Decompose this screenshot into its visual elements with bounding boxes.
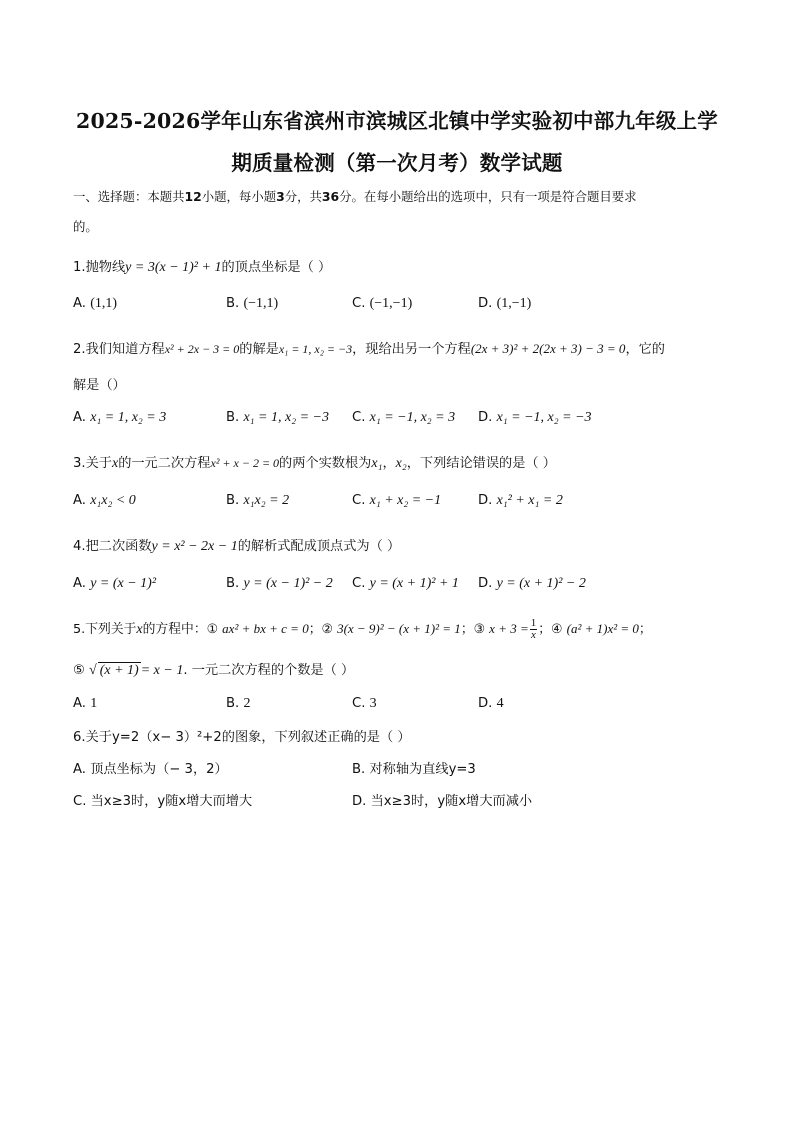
- option-label: C.: [352, 696, 366, 711]
- fraction: [530, 618, 538, 641]
- stem-text: ，它的: [625, 342, 665, 357]
- option-text: (−1,1): [243, 296, 279, 311]
- separator: ，: [382, 456, 396, 471]
- stem-text: 关于y=2（x− 3）²+2的图象，下列叙述正确的是（ ）: [85, 730, 411, 745]
- option-text: x₁² + x₁ = 2: [496, 493, 563, 508]
- option-label: A.: [73, 576, 86, 591]
- question-6-option-a: [73, 758, 228, 777]
- question-5-stem: [73, 618, 652, 641]
- option-text: y = (x + 1)² − 2: [496, 576, 586, 591]
- question-2-option-c: [352, 410, 455, 426]
- formula: x² + 2x − 3 = 0: [164, 342, 240, 356]
- question-2-option-a: [73, 410, 166, 426]
- question-4-option-b: [226, 576, 333, 592]
- question-1-option-c: [352, 296, 412, 312]
- option-label: C.: [352, 576, 366, 591]
- instr-text-4: 分。在每小题给出的选项中，只有一项是符合题目要求: [339, 189, 637, 204]
- equation: x + 3 =: [489, 621, 529, 636]
- question-6-option-c: [73, 790, 252, 809]
- item-marker: ①: [206, 622, 219, 637]
- equation: 3(x − 9)² − (x + 1)² = 1: [337, 621, 461, 636]
- question-4-stem: [73, 535, 400, 555]
- question-number: 5.: [73, 622, 86, 637]
- question-5-option-d: [478, 696, 504, 712]
- stem-text: 的两个实数根为: [279, 456, 372, 471]
- option-text: y = (x − 1)²: [90, 576, 157, 591]
- option-label: D.: [478, 576, 493, 591]
- question-1-stem: [73, 256, 331, 276]
- option-label: D.: [478, 493, 493, 508]
- option-label: D.: [352, 794, 367, 809]
- stem-text: 的一元二次方程: [118, 456, 211, 471]
- option-label: B.: [226, 696, 240, 711]
- option-text: x₁ + x₂ = −1: [369, 493, 442, 508]
- option-text: 当x≥3时，y随x增大而增大: [90, 794, 253, 809]
- question-2-stem: [73, 338, 665, 357]
- option-text: (1,1): [90, 296, 118, 311]
- question-4-option-d: [478, 576, 586, 592]
- item-marker: ③: [473, 622, 486, 637]
- stem-text: 把二次函数: [85, 539, 152, 554]
- section-instructions-line-2: 的。: [73, 219, 98, 234]
- option-label: A.: [73, 410, 86, 425]
- option-text: (−1,−1): [369, 296, 413, 311]
- fraction-denominator: x: [531, 629, 536, 641]
- option-text: 4: [496, 696, 504, 711]
- separator: ；: [538, 622, 552, 637]
- stem-text: 下列关于: [85, 622, 137, 637]
- question-5-stem-line-2: [73, 659, 354, 679]
- formula: x² + x − 2 = 0: [210, 456, 280, 470]
- option-label: A.: [73, 296, 86, 311]
- question-1-option-d: [478, 296, 531, 312]
- option-label: A.: [73, 493, 86, 508]
- option-label: C.: [352, 410, 366, 425]
- stem-text: 关于: [85, 456, 112, 471]
- question-2-stem-line-2: 解是（）: [73, 378, 126, 393]
- instr-text-2: 小题，每小题: [201, 189, 277, 204]
- stem-text: ，下列结论错误的是（ ）: [406, 456, 556, 471]
- option-text: 2: [243, 696, 251, 711]
- instr-text-3: 分，共: [284, 189, 322, 204]
- fraction-numerator: 1: [530, 617, 537, 629]
- stem-text: 的方程中：: [142, 622, 207, 637]
- question-count: 12: [184, 189, 202, 204]
- question-1-option-b: [226, 296, 278, 312]
- points-total: 36: [321, 189, 340, 204]
- question-3-option-a: [73, 493, 136, 509]
- option-label: C.: [352, 493, 366, 508]
- item-marker: ⑤: [73, 663, 85, 678]
- variable: x: [111, 456, 119, 471]
- question-number: 2.: [73, 342, 86, 357]
- option-label: A.: [73, 696, 86, 711]
- exam-title-line-1: 2025-2026学年山东省滨州市滨城区北镇中学实验初中部九年级上学: [76, 109, 718, 133]
- stem-text: 的解是: [239, 342, 279, 357]
- option-text: x₁ = 1, x₂ = 3: [90, 410, 167, 425]
- option-text: 对称轴为直线y=3: [369, 762, 476, 777]
- question-number: 6.: [73, 730, 86, 745]
- separator: ；: [638, 622, 652, 637]
- question-1-option-a: [73, 296, 117, 312]
- question-6-option-b: [352, 758, 476, 777]
- option-label: D.: [478, 410, 493, 425]
- variable: x: [136, 622, 143, 637]
- option-label: C.: [73, 794, 87, 809]
- option-label: D.: [478, 696, 493, 711]
- option-text: x₁ = 1, x₂ = −3: [243, 410, 329, 425]
- question-number: 3.: [73, 456, 86, 471]
- stem-text: 我们知道方程: [85, 342, 165, 357]
- formula: x₁ = 1, x₂ = −3: [278, 342, 353, 356]
- section-instructions: [73, 187, 637, 205]
- option-label: B.: [226, 576, 240, 591]
- question-3-option-b: [226, 493, 289, 509]
- question-3-option-d: [478, 493, 563, 509]
- option-text: 3: [369, 696, 377, 711]
- question-number: 4.: [73, 539, 86, 554]
- option-label: B.: [226, 493, 240, 508]
- option-text: x₁ = −1, x₂ = 3: [369, 410, 456, 425]
- question-6-option-d: [352, 790, 532, 809]
- radical-sign: √: [89, 663, 97, 678]
- option-text: x₁x₂ = 2: [243, 493, 290, 508]
- stem-text: . 一元二次方程的个数是（ ）: [183, 663, 355, 678]
- equation: = x − 1: [140, 663, 184, 678]
- formula: y = x² − 2x − 1: [151, 539, 238, 554]
- question-3-stem: [73, 452, 556, 472]
- question-4-option-c: [352, 576, 459, 592]
- option-text: x₁x₂ < 0: [90, 493, 136, 508]
- option-text: y = (x + 1)² + 1: [369, 576, 459, 591]
- question-5-option-c: [352, 696, 377, 712]
- option-text: x₁ = −1, x₂ = −3: [496, 410, 592, 425]
- option-text: 当x≥3时，y随x增大而减小: [370, 794, 533, 809]
- question-number: 1.: [73, 260, 86, 275]
- question-5-option-a: [73, 696, 97, 712]
- question-2-option-d: [478, 410, 592, 426]
- stem-text: 的顶点坐标是（ ）: [221, 260, 332, 275]
- points-each: 3: [276, 189, 285, 204]
- option-label: B.: [352, 762, 366, 777]
- option-text: 顶点坐标为（− 3，2）: [90, 762, 228, 777]
- stem-text: 的解析式配成顶点式为（ ）: [237, 539, 401, 554]
- separator: ；: [308, 622, 322, 637]
- equation: ax² + bx + c = 0: [222, 621, 309, 636]
- option-text: y = (x − 1)² − 2: [243, 576, 333, 591]
- item-marker: ②: [321, 622, 333, 637]
- item-marker: ④: [551, 622, 563, 637]
- exam-title-line-2: 期质量检测（第一次月考）数学试题: [231, 151, 563, 175]
- equation: (a² + 1)x² = 0: [566, 621, 639, 636]
- formula: (2x + 3)² + 2(2x + 3) − 3 = 0: [470, 341, 626, 356]
- question-4-option-a: [73, 576, 156, 592]
- instr-text-1: 一、选择题：本题共: [73, 189, 185, 204]
- option-label: A.: [73, 762, 86, 777]
- stem-text: 抛物线: [85, 260, 126, 275]
- question-5-option-b: [226, 696, 250, 712]
- root-symbol: x₁: [371, 456, 383, 471]
- root-symbol: x₂: [395, 456, 407, 471]
- option-label: C.: [352, 296, 366, 311]
- option-label: B.: [226, 410, 240, 425]
- question-2-option-b: [226, 410, 329, 426]
- question-6-stem: [73, 726, 411, 745]
- stem-text: ，现给出另一个方程: [352, 342, 471, 357]
- option-text: (1,−1): [496, 296, 532, 311]
- option-label: B.: [226, 296, 240, 311]
- option-label: D.: [478, 296, 493, 311]
- formula: y = 3(x − 1)² + 1: [125, 260, 222, 275]
- radicand: (x + 1): [99, 663, 139, 678]
- separator: ；: [460, 622, 474, 637]
- question-3-option-c: [352, 493, 441, 509]
- option-text: 1: [90, 696, 98, 711]
